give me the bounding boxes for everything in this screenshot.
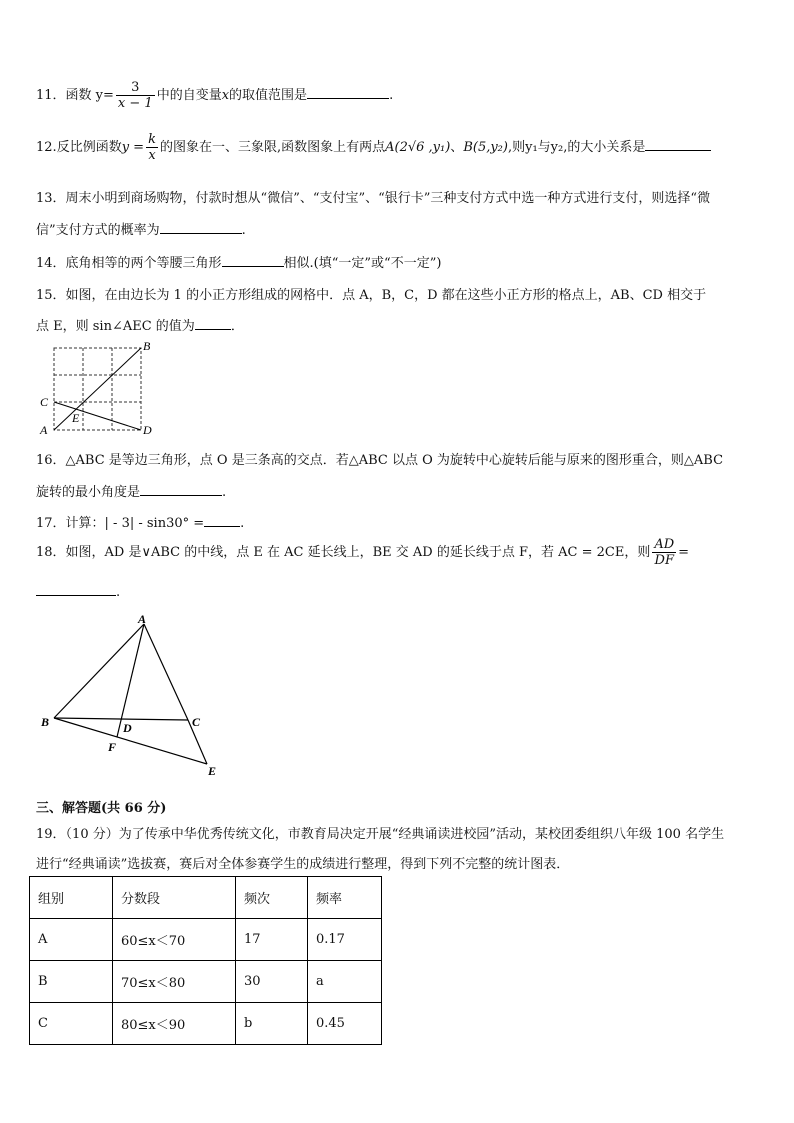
table-cell: 80≤x＜90 (113, 1003, 236, 1045)
header-cell: 组别 (30, 877, 113, 919)
question-13-line-2: 信”支付方式的概率为 . (36, 223, 246, 238)
table-cell: 0.45 (308, 1003, 382, 1045)
question-14: 14．底角相等的两个等腰三角形 相似.(填“一定”或“不一定”) (36, 256, 442, 271)
table-cell: 30 (236, 961, 308, 1003)
table-cell: b (236, 1003, 308, 1045)
table-header-row (30, 877, 382, 919)
section-heading: 三、解答题(共 66 分) (36, 801, 167, 816)
triangle-figure-q18 (36, 612, 226, 780)
table-cell: 70≤x＜80 (113, 961, 236, 1003)
score-table (29, 876, 382, 1045)
segment-cd (54, 402, 141, 430)
answer-blank[interactable] (307, 86, 389, 99)
label-e: E (208, 764, 217, 778)
question-15-line-2: 点 E，则 sin∠AEC 的值为 ． (36, 319, 244, 334)
table-cell: 60≤x＜70 (113, 919, 236, 961)
label-a: A (40, 423, 48, 437)
label-c: C (192, 715, 201, 729)
label-e: E (72, 411, 80, 425)
header-cell: 频次 (236, 877, 308, 919)
table-cell: C (30, 1003, 113, 1045)
question-15-line-1: 15．如图，在由边长为 1 的小正方形组成的网格中．点 A，B，C，D 都在这些小正方形的格点上，AB、CD 相交于 (36, 288, 707, 303)
table-cell: 0.17 (308, 919, 382, 961)
fraction: $\frac{3}{x - 1}$ (117, 80, 153, 111)
question-11: 11．函数 y= $\frac{3}{x - 1}$ 中的自变量x的取值范围是 . (36, 80, 394, 111)
fraction: $\frac{k}{x}$ (148, 132, 156, 163)
question-17: 17．计算：| - 3| - sin30° = . (36, 516, 245, 531)
label-b: B (143, 339, 151, 353)
label-a: A (138, 612, 147, 626)
answer-blank[interactable] (140, 483, 222, 496)
answer-blank[interactable] (36, 583, 116, 596)
table-row (30, 919, 382, 961)
grid-figure-q15 (36, 338, 166, 438)
answer-blank[interactable] (160, 221, 242, 234)
question-16-line-2: 旋转的最小角度是 . (36, 485, 227, 500)
answer-blank[interactable] (195, 317, 231, 330)
table-cell: A (30, 919, 113, 961)
question-13-line-1: 13．周末小明到商场购物，付款时想从“微信”、“支付宝”、“银行卡”三种支付方式中选一种方式进行支付，则选择“微 (36, 191, 711, 206)
question-18-line-2: . (36, 583, 120, 600)
table-cell: a (308, 961, 382, 1003)
question-19-line-1: 19．（10 分）为了传承中华优秀传统文化，市教育局决定开展“经典诵读进校园”活动，某校团委组织八年级 100 名学生 (36, 827, 725, 842)
table-row (30, 1003, 382, 1045)
label-d: D (123, 721, 132, 735)
label-f: F (108, 740, 117, 754)
answer-blank[interactable] (222, 254, 284, 267)
table-cell: 17 (236, 919, 308, 961)
question-16-line-1: 16．△ABC 是等边三角形，点 O 是三条高的交点．若△ABC 以点 O 为旋转中心旋转后能与原来的图形重合，则△ABC (36, 453, 724, 468)
question-19-line-2: 进行“经典诵读”选拔赛，赛后对全体参赛学生的成绩进行整理，得到下列不完整的统计图表． (36, 857, 570, 872)
label-b: B (41, 715, 50, 729)
question-12: 12.反比例函数y = $\frac{k}{x}$ 的图象在一、三象限,函数图象上有两点A(2√6 ,y₁)、B(5,y₂),则y₁与y₂,的大小关系是 (36, 132, 711, 163)
label-d: D (143, 423, 152, 437)
header-cell: 频率 (308, 877, 382, 919)
table-row (30, 961, 382, 1003)
segment-ab (54, 348, 141, 430)
table-cell: B (30, 961, 113, 1003)
answer-blank[interactable] (645, 138, 711, 151)
header-cell: 分数段 (113, 877, 236, 919)
fraction: $\frac{AD}{DF}$ (654, 537, 675, 568)
question-18-line-1: 18．如图，AD 是∨ABC 的中线，点 E 在 AC 延长线上，BE 交 AD 的延长线于点 F，若 AC = 2CE，则 $\frac{AD}{DF}$ = (36, 537, 690, 568)
label-c: C (40, 395, 49, 409)
answer-blank[interactable] (204, 514, 240, 527)
